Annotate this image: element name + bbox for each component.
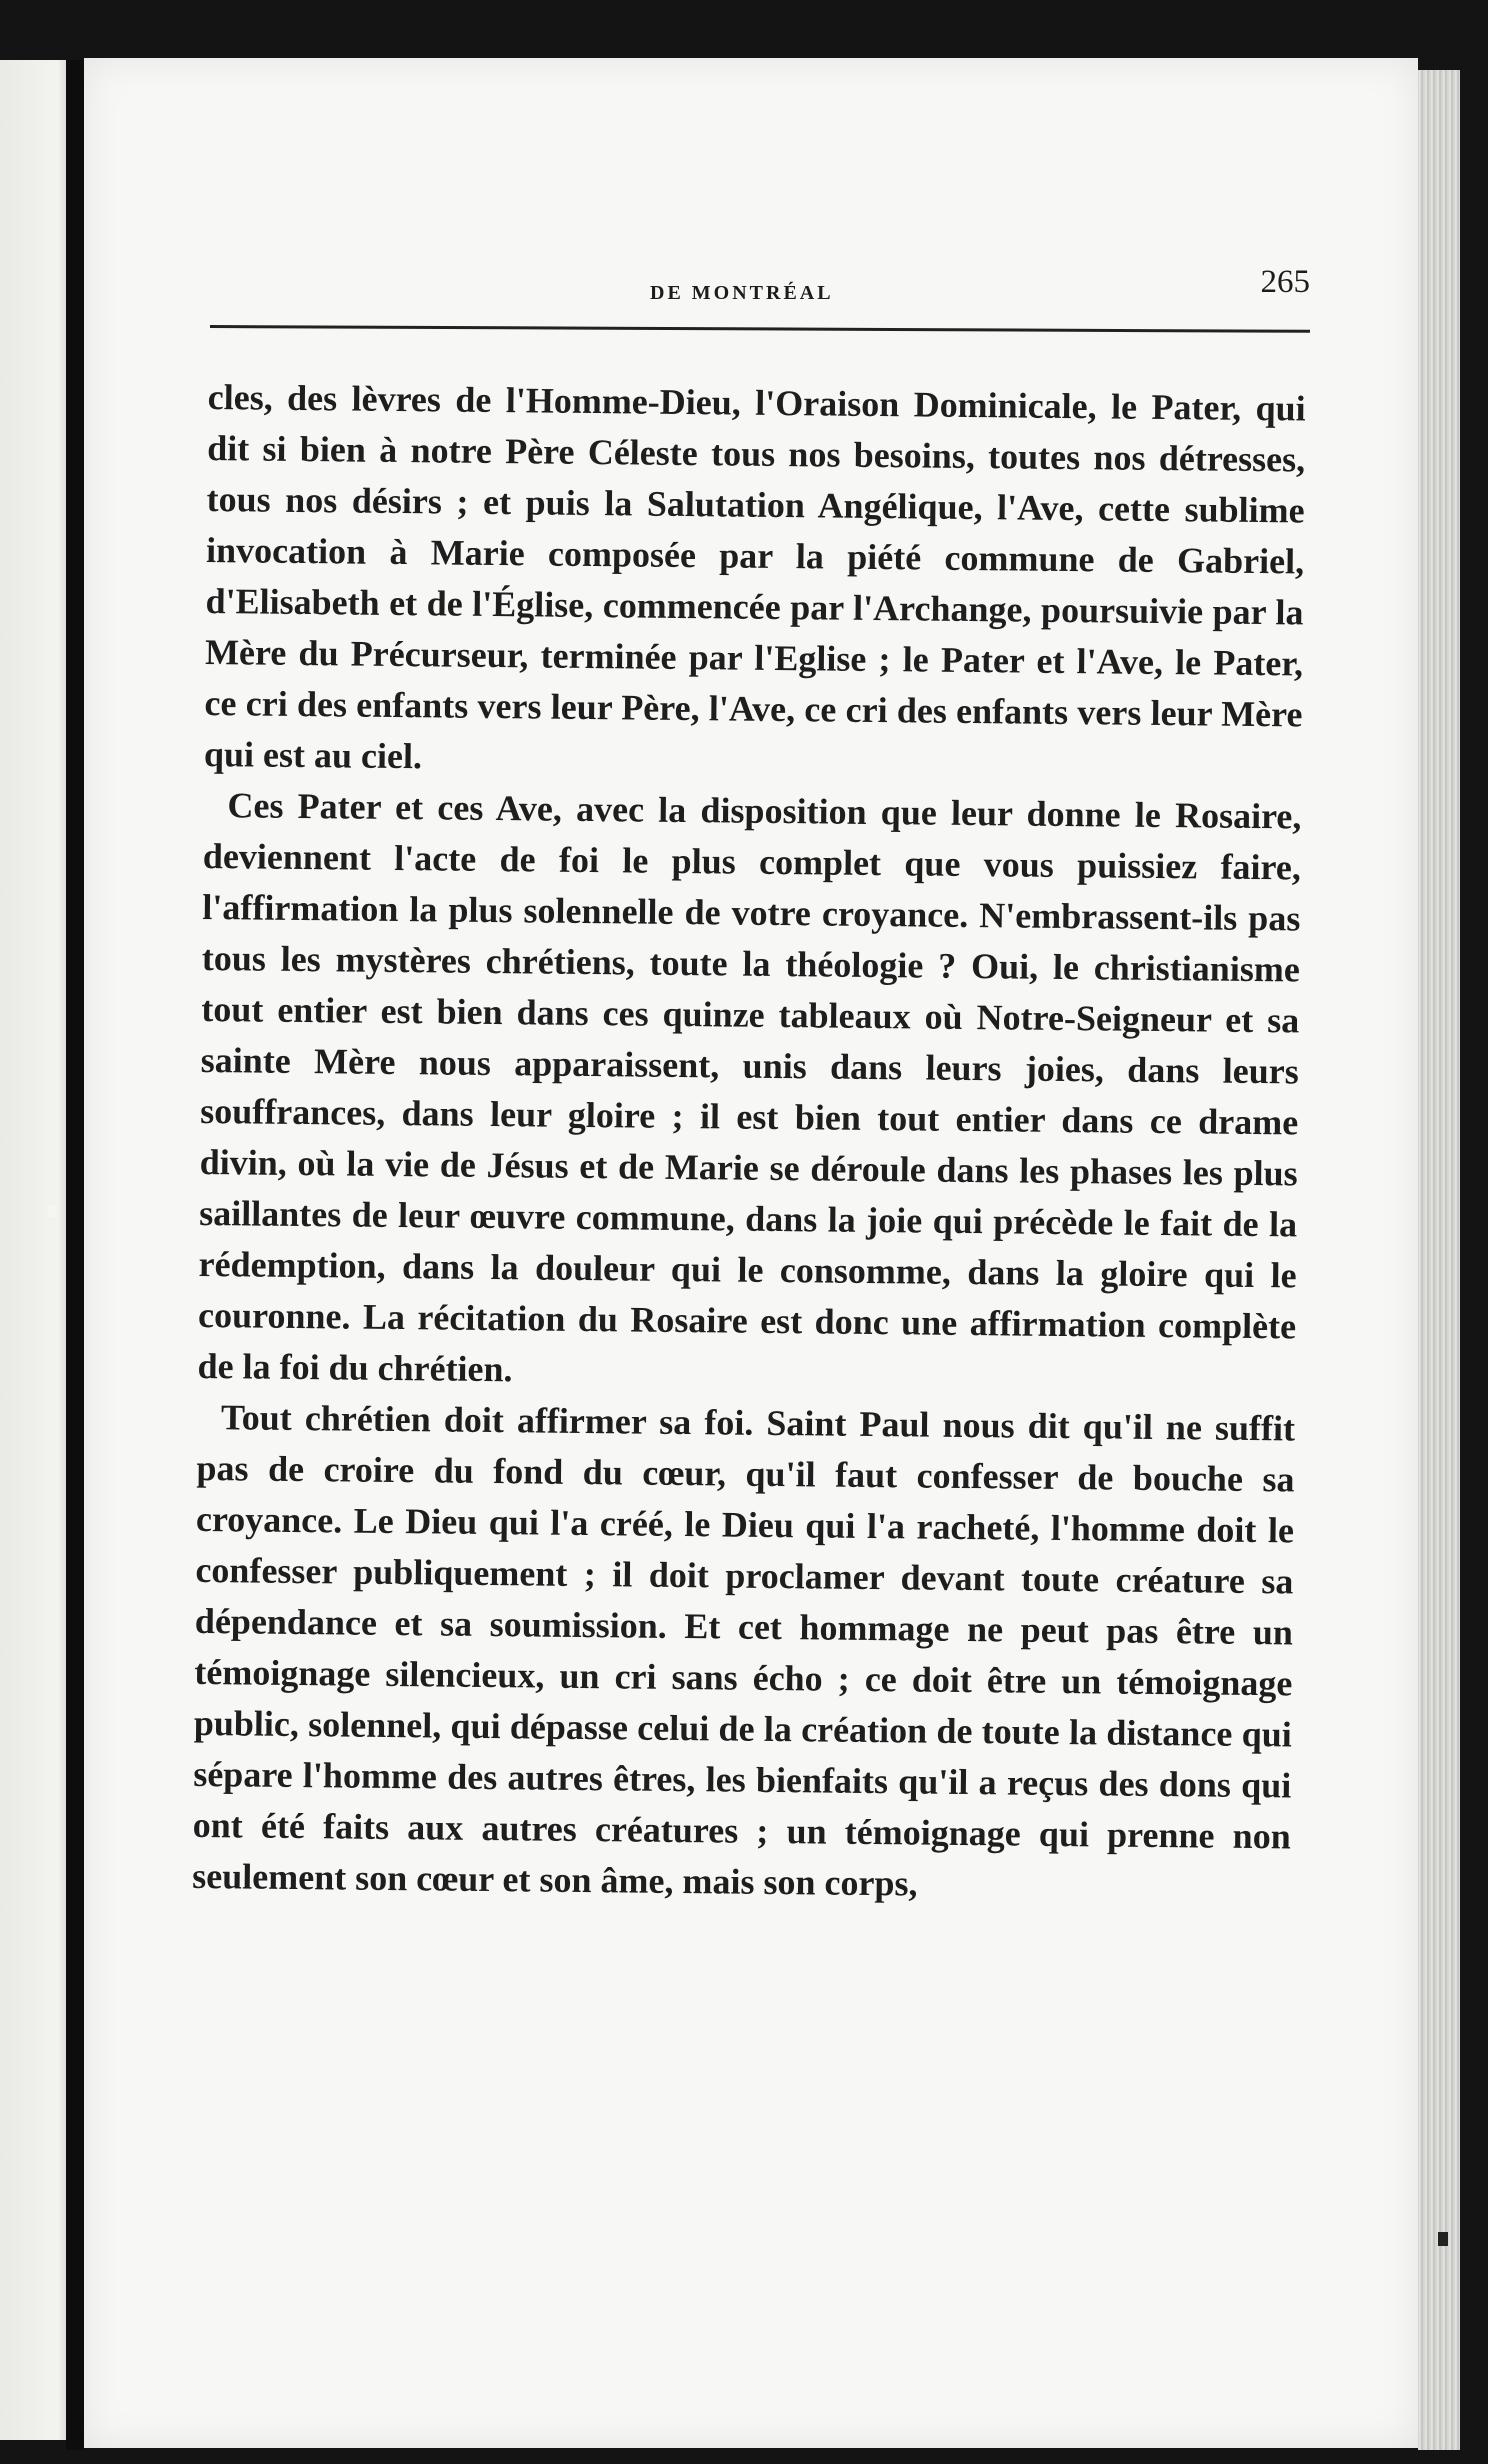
paragraph: Tout chrétien doit affirmer sa foi. Saint Paul nous dit qu'il ne suffit pas de croire du fond du cœur, qu'il faut confesser de bouche sa croyance. Le Dieu qui l'a créé, le Dieu qui l'a racheté, l'homme doit le confesser publiquement ; il doit proclamer devant toute créature sa dépendance et sa soumission. Et cet hommage ne peut pas être un témoignage silencieux, un cri sans écho ; ce doit être un témoignage public, solennel, qui dépasse celui de la création de toute la distance qui sépare l'homme des autres êtres, les bienfaits qu'il a reçus des dons qui ont été faits aux autres créatures ; un témoignage qui prenne non seulement son cœur et son âme, mais son corps, [192,1397,1296,1904]
scan-mark [1438,2232,1448,2246]
scan-mark [48,1205,56,1217]
paragraph: cles, des lèvres de l'Homme-Dieu, l'Oraison Dominicale, le Pater, qui dit si bien à notre Père Céleste tous nos besoins, toutes nos détresses, tous nos désirs ; et puis la Salutation Angélique, l'Ave, cette sublime invocation à Marie composée par la piété commune de Gabriel, d'Elisabeth et de l'Église, commencée par l'Archange, poursuivie par la Mère du Précurseur, terminée par l'Eglise ; le Pater et l'Ave, le Pater, ce cri des enfants vers leur Père, l'Ave, ce cri des enfants vers leur Mère qui est au ciel. [203,376,1306,777]
body-text [192,372,1306,1913]
page-stack-edges [1418,70,1460,2450]
running-title: DE MONTRÉAL [650,282,834,304]
facing-page-edge [0,60,72,2440]
page-header [120,222,1320,304]
paragraph: Ces Pater et ces Ave, avec la disposition que leur donne le Rosaire, deviennent l'acte de foi le plus complet que vous puissiez faire, l'affirmation la plus solennelle de votre croyance. N'embrassent-ils pas tous les mystères chrétiens, toute la théologie ? Oui, le christianisme tout entier est bien dans ces quinze tableaux où Notre-Seigneur et sa sainte Mère nous apparaissent, unis dans leurs joies, dans leurs souffrances, dans leur gloire ; il est bien tout entier dans ce drame divin, où la vie de Jésus et de Marie se déroule dans les phases les plus saillantes de leur œuvre commune, dans la joie qui précède le fait de la rédemption, dans la douleur qui le consomme, dans la gloire qui le couronne. La récitation du Rosaire est donc une affirmation complète de la foi du chrétien. [197,785,1302,1390]
page-number: 265 [1260,264,1310,300]
book-gutter [66,60,84,2450]
